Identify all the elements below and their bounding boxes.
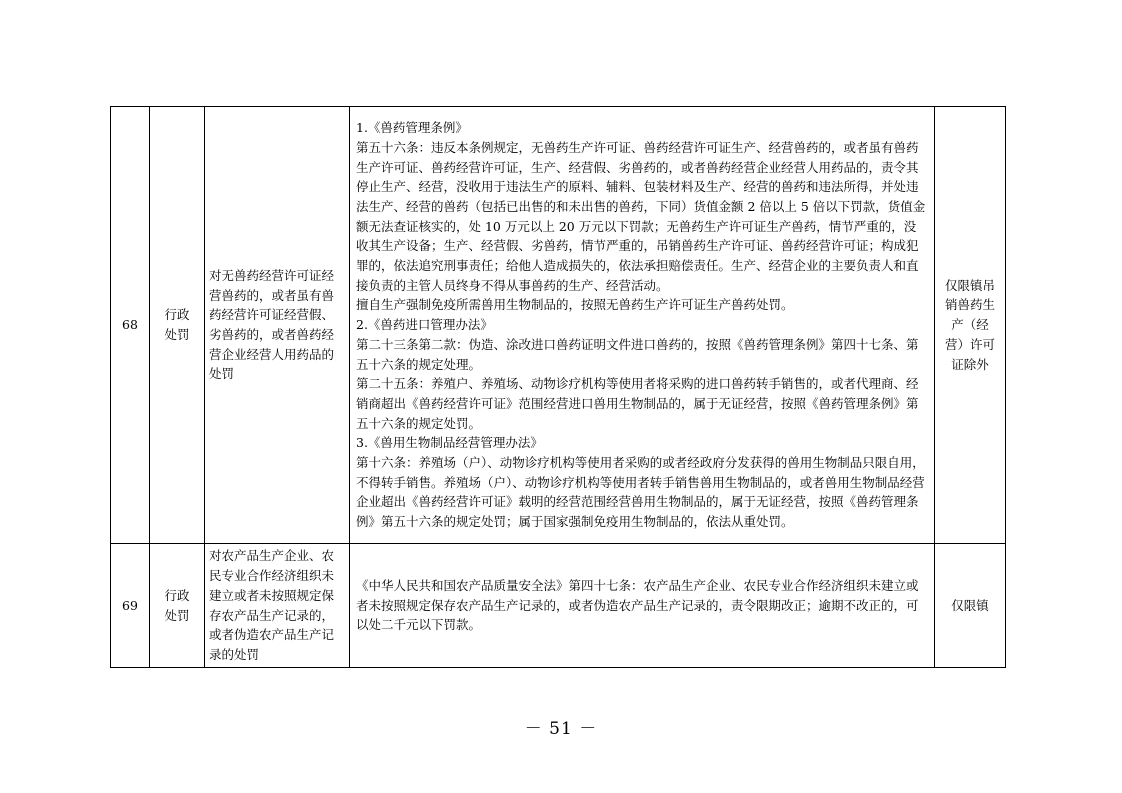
basis-paragraph: 第二十五条：养殖户、养殖场、动物诊疗机构等使用者将采购的进口兽药转手销售的，或者代理商、经销商超出《兽药经营许可证》范围经营进口兽用生物制品的，属于无证经营，按照《兽药管理条例》第五十六条的规定处罚。 [356,376,919,431]
table-row [111,107,1006,544]
basis-paragraph: 2.《兽药进口管理办法》 [356,317,493,333]
basis-paragraph: 第二十三条第二款：伪造、涂改进口兽药证明文件进口兽药的，按照《兽药管理条例》第四十七条、第五十六条的规定处理。 [356,336,919,372]
basis-paragraph: 《中华人民共和国农产品质量安全法》第四十七条：农产品生产企业、农民专业合作经济组织未建立或者未按照规定保存农产品生产记录的，或者伪造农产品生产记录的，责令限期改正；逾期不改正的，可以处二千元以下罚款。 [356,577,919,633]
row-number: 69 [111,544,150,668]
row-note: 仅限镇 [951,597,989,613]
basis-paragraph: 第五十六条：违反本条例规定，无兽药生产许可证、兽药经营许可证生产、经营兽药的，或者虽有兽药生产许可证、兽药经营许可证，生产、经营假、劣兽药的，或者兽药经营企业经营人用药品的，责令其停止生产、经营，没收用于违法生产的原料、辅料、包装材料及生产、经营的兽药和违法所得，并处违法生产、经营的兽药（包括已出售的和未出售的兽药，下同）货值金额 2 倍以上 5 倍以下罚款，货值金额无法查证核实的，处 10 万元以上 20 万元以下罚款；无兽药生产许可证生产兽药，情节严重的，没收其生产设备；生产、经营假、劣兽药，情节严重的，吊销兽药生产许可证、兽药经营许可证；构成犯罪的，依法追究刑事责任；给他人造成损失的，依法承担赔偿责任。生产、经营企业的主要负责人和直接负责的主管人员终身不得从事兽药的生产、经营活动。 [356,139,926,293]
row-type-cell [150,544,205,668]
basis-paragraph: 1.《兽药管理条例》 [356,120,468,136]
row-basis [350,544,935,668]
basis-paragraph: 第十六条：养殖场（户）、动物诊疗机构等使用者采购的或者经政府分发获得的兽用生物制品只限自用，不得转手销售。养殖场（户）、动物诊疗机构等使用者转手销售兽用生物制品的，或者兽用生物制品经营企业超出《兽药经营许可证》载明的经营范围经营兽用生物制品的，属于无证经营，按照《兽药管理条例》第五十六条的规定处罚；属于国家强制免疫用生物制品的，依法从重处罚。 [356,455,925,530]
row-note-cell [935,544,1006,668]
row-note: 仅限镇吊销兽药生产（经营）许可证除外 [944,277,995,372]
basis-paragraph: 3.《兽用生物制品经营管理办法》 [356,435,543,451]
row-item: 对农产品生产企业、农民专业合作经济组织未建立或者未按照规定保存农产品生产记录的，或者伪造农产品生产记录的处罚 [205,544,350,668]
row-item: 对无兽药经营许可证经营兽药的，或者虽有兽药经营许可证经营假、劣兽药的，或者兽药经营企业经营人用药品的处罚 [205,107,350,544]
page-number: － 51 － [524,719,598,739]
row-note-cell [935,107,1006,544]
row-type: 行政处罚 [164,587,190,623]
row-number: 68 [111,107,150,544]
basis-paragraph: 擅自生产强制免疫所需兽用生物制品的，按照无兽药生产许可证生产兽药处罚。 [356,297,794,313]
row-type: 行政处罚 [164,307,190,342]
table-row [111,544,1006,668]
row-type-cell [150,107,205,544]
powers-table [110,106,1006,668]
row-basis [350,107,935,544]
